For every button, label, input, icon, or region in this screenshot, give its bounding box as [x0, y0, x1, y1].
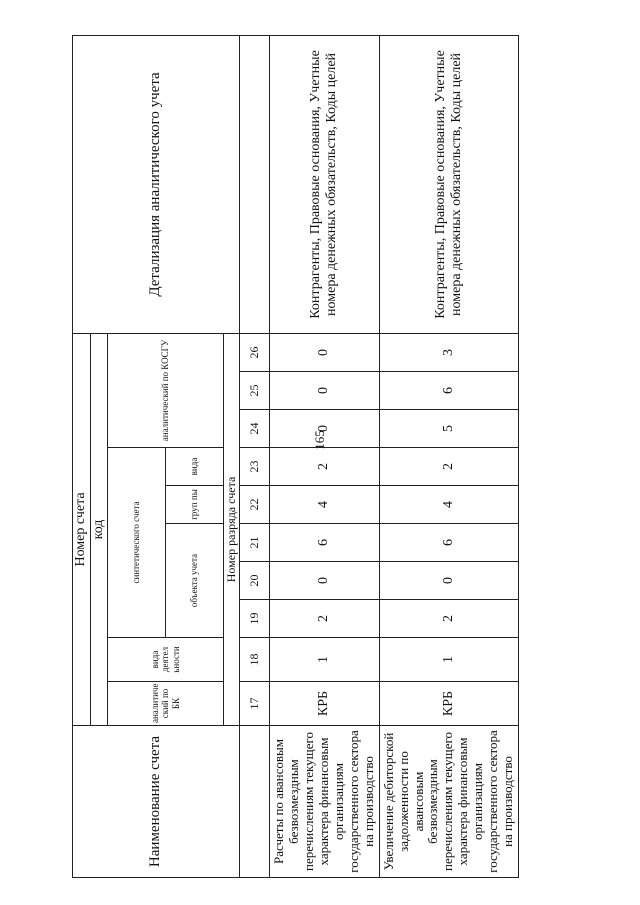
header-account-number: Номер счета — [73, 333, 91, 725]
account-table — [72, 35, 519, 878]
header-account-name: Наименование счета — [73, 726, 240, 878]
table-row — [270, 35, 380, 877]
row-cell-26: 0 — [270, 333, 380, 371]
header-account-object: объекта учета — [166, 524, 224, 638]
row-cell-18: 1 — [379, 638, 518, 682]
row-cell-23: 2 — [270, 448, 380, 486]
row-cell-18: 1 — [270, 638, 380, 682]
row-cell-26: 3 — [379, 333, 518, 371]
row-cell-24: 5 — [379, 410, 518, 448]
row-cell-19: 2 — [270, 600, 380, 638]
row-detail: Контрагенты, Правовые основания, Учетные номера денежных обязательств, Коды целей — [270, 35, 380, 333]
header-digit-number: Номер разряда счета — [224, 333, 240, 725]
row-cell-25: 6 — [379, 372, 518, 410]
row-cell-23: 2 — [379, 448, 518, 486]
row-detail: Контрагенты, Правовые основания, Учетные номера денежных обязательств, Коды целей — [379, 35, 518, 333]
row-cell-22: 4 — [270, 486, 380, 524]
colnum-23: 23 — [240, 448, 270, 486]
header-analytic-kosgu: аналитический по КОСГУ — [108, 333, 224, 447]
colnum-25: 25 — [240, 372, 270, 410]
rotated-table-container — [72, 38, 516, 878]
row-cell-24: 0 — [270, 410, 380, 448]
row-cell-17: КРБ — [379, 682, 518, 726]
colnum-24: 24 — [240, 410, 270, 448]
colnum-21: 21 — [240, 524, 270, 562]
header-detail: Детализация аналитического учета — [73, 35, 240, 333]
row-cell-17: КРБ — [270, 682, 380, 726]
row-cell-20: 0 — [270, 562, 380, 600]
table-row — [379, 35, 518, 877]
header-analytic-bk: аналитиче ский по БК — [108, 682, 224, 726]
colnum-empty-left — [240, 726, 270, 878]
row-cell-19: 2 — [379, 600, 518, 638]
colnum-20: 20 — [240, 562, 270, 600]
header-synthetic: синтетического счета — [108, 448, 166, 638]
row-account-name: Увеличение дебиторской задолженности по авансовым безвозмездным перечислениям текущего характера финансовым организациям государственного сектора на производство — [379, 726, 518, 878]
colnum-empty-right — [240, 35, 270, 333]
colnum-22: 22 — [240, 486, 270, 524]
colnum-17: 17 — [240, 682, 270, 726]
colnum-26: 26 — [240, 333, 270, 371]
header-activity-type: вида деятел ьности — [108, 638, 224, 682]
colnum-18: 18 — [240, 638, 270, 682]
header-code: код — [91, 333, 108, 725]
page-number: 165 — [312, 430, 327, 450]
row-cell-25: 0 — [270, 372, 380, 410]
row-cell-21: 6 — [379, 524, 518, 562]
row-cell-20: 0 — [379, 562, 518, 600]
colnum-19: 19 — [240, 600, 270, 638]
header-kind: вида — [166, 448, 224, 486]
row-account-name: Расчеты по авансовым безвозмездным перечислениям текущего характера финансовым организациям государственного сектора на производство — [270, 726, 380, 878]
header-group: груп пы — [166, 486, 224, 524]
row-cell-22: 4 — [379, 486, 518, 524]
row-cell-21: 6 — [270, 524, 380, 562]
